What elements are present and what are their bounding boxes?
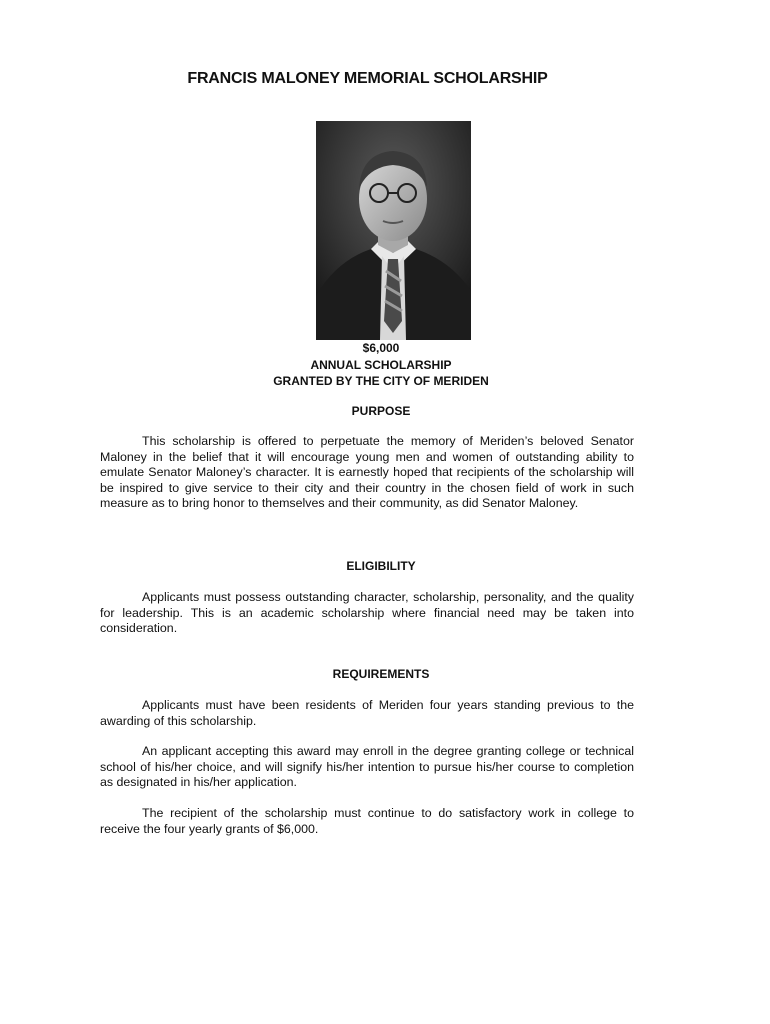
- purpose-heading: PURPOSE: [351, 404, 411, 418]
- requirements-paragraph-2: An applicant accepting this award may enroll in the degree granting college or technical school of his/her choice, and will signify his/her intention to pursue his/her course to completion as designated in his/her application.: [100, 744, 634, 790]
- award-block: [0, 340, 762, 390]
- eligibility-heading: ELIGIBILITY: [346, 559, 416, 573]
- portrait-image-icon: [316, 121, 471, 340]
- award-grantor: GRANTED BY THE CITY OF MERIDEN: [273, 374, 489, 388]
- requirements-heading: REQUIREMENTS: [332, 667, 430, 681]
- award-type: ANNUAL SCHOLARSHIP: [310, 357, 452, 372]
- requirements-paragraph-1: Applicants must have been residents of Meriden four years standing previous to the awarding of this scholarship.: [100, 698, 634, 728]
- purpose-paragraph: This scholarship is offered to perpetuate the memory of Meriden’s beloved Senator Maloney in the belief that it will encourage young men and women of outstanding ability to emulate Senator Maloney’s character. It is earnestly hoped that recipients of the scholarship will be inspired to give service to their city and their country in the chosen field of work in such measure as to bring honor to themselves and their community, as did Senator Maloney.: [100, 434, 634, 511]
- portrait-photo: [316, 121, 471, 340]
- award-amount: $6,000: [362, 341, 400, 355]
- requirements-paragraph-3: The recipient of the scholarship must continue to do satisfactory work in college to receive the four yearly grants of $6,000.: [100, 806, 634, 836]
- document-title: FRANCIS MALONEY MEMORIAL SCHOLARSHIP: [187, 70, 548, 87]
- eligibility-paragraph: Applicants must possess outstanding character, scholarship, personality, and the quality for leadership. This is an academic scholarship where financial need may be taken into consideration.: [100, 590, 634, 636]
